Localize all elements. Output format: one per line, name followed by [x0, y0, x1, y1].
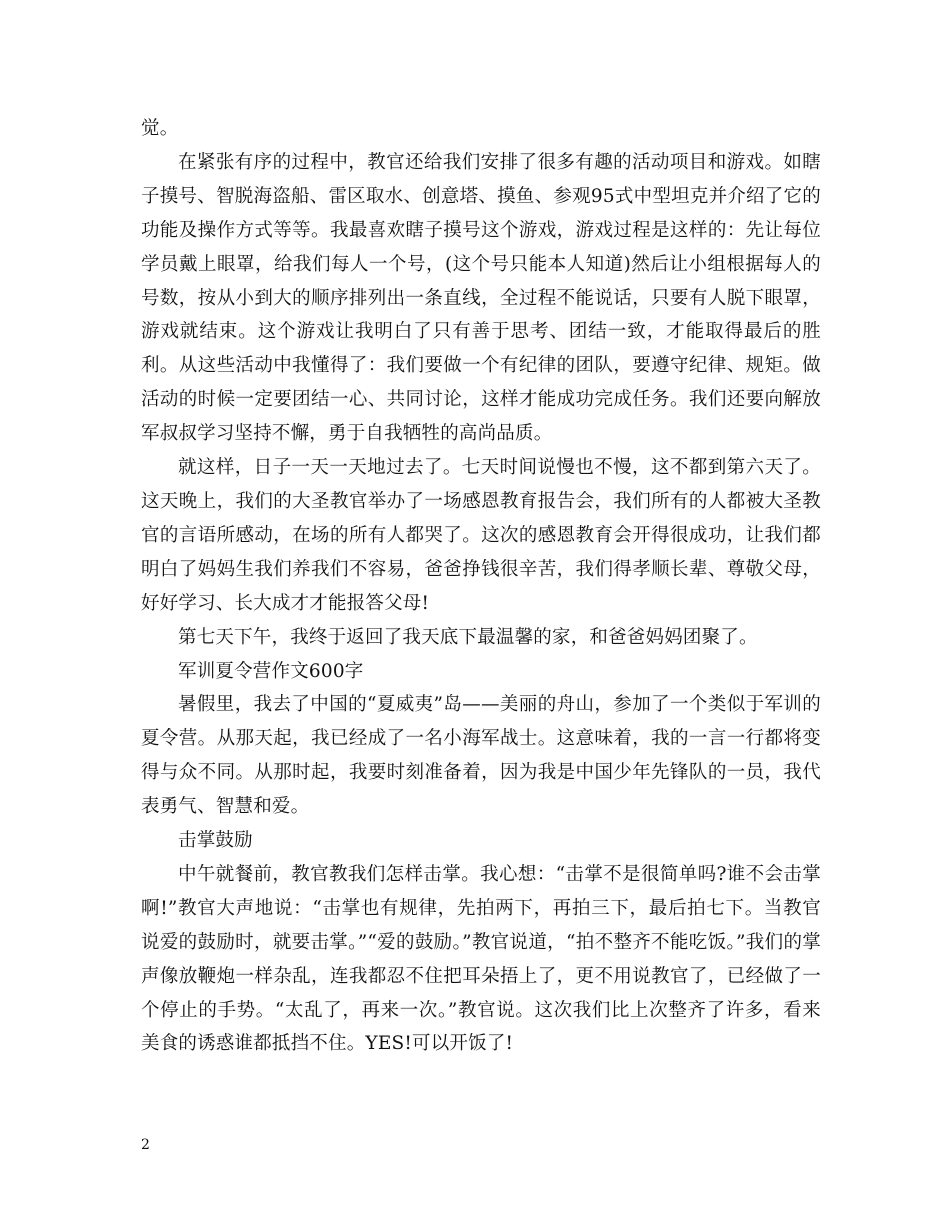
- paragraph-gratitude-report: 就这样，日子一天一天地过去了。七天时间说慢也不慢，这不都到第六天了。这天晚上，我们的大圣教官举办了一场感恩教育报告会，我们所有的人都被大圣教官的言语所感动，在场的所有人都哭了。这次的感恩教育会开得很成功，让我们都明白了妈妈生我们养我们不容易，爸爸挣钱很辛苦，我们得孝顺长辈、尊敬父母，好好学习、长大成才才能报答父母!: [141, 457, 821, 614]
- essay-title: 军训夏令营作文600字: [178, 660, 364, 682]
- paragraph-continuation: 觉。: [141, 118, 179, 139]
- document-body: [141, 112, 821, 1061]
- paragraph-summer-camp: 暑假里，我去了中国的“夏威夷”岛——美丽的舟山，参加了一个类似于军训的夏令营。从那天起，我已经成了一名小海军战士。这意味着，我的一言一行都将变得与众不同。从那时起，我要时刻准备着，因为我是中国少年先锋队的一员，我代表勇气、智慧和爱。: [141, 694, 821, 818]
- paragraph-return-home: 第七天下午，我终于返回了我天底下最温馨的家，和爸爸妈妈团聚了。: [178, 626, 758, 648]
- paragraph-activities: 在紧张有序的过程中，教官还给我们安排了很多有趣的活动项目和游戏。如瞎子摸号、智脱海盗船、雷区取水、创意塔、摸鱼、参观95式中型坦克并介绍了它的功能及操作方式等等。我最喜欢瞎子摸号这个游戏，游戏过程是这样的：先让每位学员戴上眼罩，给我们每人一个号，(这个号只能本人知道)然后让小组根据每人的号数，按从小到大的顺序排列出一条直线，全过程不能说话，只要有人脱下眼罩，游戏就结束。这个游戏让我明白了只有善于思考、团结一致，才能取得最后的胜利。从这些活动中我懂得了：我们要做一个有纪律的团队，要遵守纪律、规矩。做活动的时候一定要团结一心、共同讨论，这样才能成功完成任务。我们还要向解放军叔叔学习坚持不懈，勇于自我牺牲的高尚品质。: [141, 151, 821, 445]
- section-heading-clapping: 击掌鼓励: [178, 830, 253, 852]
- page-number: 2: [141, 1137, 150, 1153]
- paragraph-clapping: 中午就餐前，教官教我们怎样击掌。我心想：“击掌不是很简单吗?谁不会击掌啊!”教官大声地说：“击掌也有规律，先拍两下，再拍三下，最后拍七下。当教官说爱的鼓励时，就要击掌。”“爱的鼓励。”教官说道，“拍不整齐不能吃饭。”我们的掌声像放鞭炮一样杂乱，连我都忍不住把耳朵捂上了，更不用说教官了，已经做了一个停止的手势。“太乱了，再来一次。”教官说。这次我们比上次整齐了许多，看来美食的诱惑谁都抵挡不住。YES!可以开饭了!: [141, 863, 821, 1055]
